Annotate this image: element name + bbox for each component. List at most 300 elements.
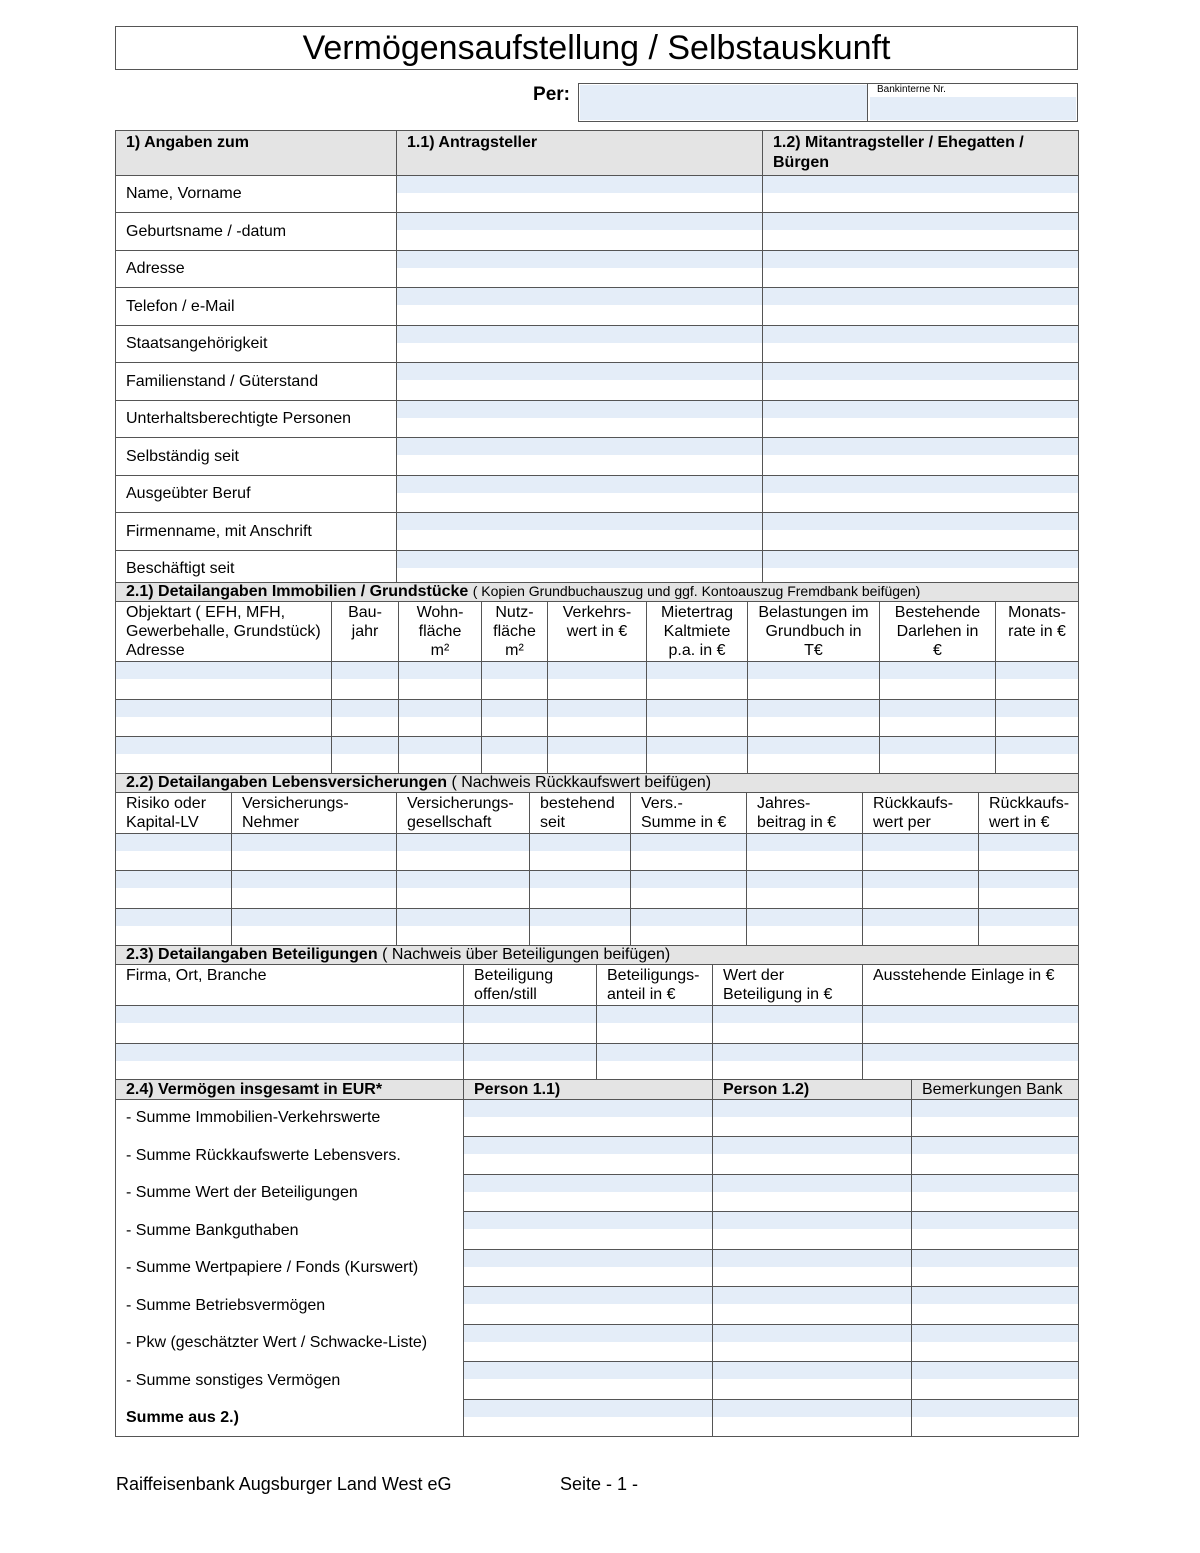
- input-cell: [332, 700, 399, 737]
- lv-input[interactable]: [863, 834, 978, 851]
- input-cell: [912, 1137, 1079, 1175]
- table-row: [116, 1250, 1079, 1287]
- input-cell: [116, 1006, 464, 1044]
- lv-input[interactable]: [631, 871, 746, 888]
- immo-input[interactable]: [647, 737, 747, 754]
- col-jahresbeitrag: Jahres-beitrag in €: [747, 793, 863, 834]
- lv-input[interactable]: [979, 871, 1078, 888]
- input-cell: [713, 1287, 912, 1325]
- input-cell: [763, 476, 1079, 513]
- bemerkung-bank-input[interactable]: [912, 1362, 1078, 1379]
- lv-input[interactable]: [232, 834, 396, 851]
- summe-person2-input[interactable]: [713, 1212, 911, 1229]
- input-cell: [996, 700, 1079, 737]
- input-cell: [464, 1250, 713, 1287]
- telefon-mitantragsteller-input[interactable]: [763, 288, 1078, 305]
- input-cell: [996, 662, 1079, 700]
- input-cell: [713, 1400, 912, 1437]
- beruf-mitantragsteller-input[interactable]: [763, 476, 1078, 493]
- bank-nr-input[interactable]: [870, 97, 1076, 120]
- input-cell: [397, 251, 763, 288]
- immo-input[interactable]: [399, 700, 481, 717]
- selbstaendig-antragsteller-input[interactable]: [397, 438, 762, 455]
- input-cell: [116, 834, 232, 871]
- lv-input[interactable]: [530, 871, 630, 888]
- beruf-antragsteller-input[interactable]: [397, 476, 762, 493]
- input-cell: [747, 871, 863, 909]
- table-row: [116, 213, 1079, 251]
- lv-input[interactable]: [747, 871, 862, 888]
- input-cell: [482, 662, 548, 700]
- section24-title: 2.4) Vermögen insgesamt in EUR*: [116, 1080, 464, 1100]
- input-cell: [464, 1325, 713, 1362]
- table-row: [116, 1212, 1079, 1250]
- lv-input[interactable]: [397, 909, 529, 926]
- immo-input[interactable]: [332, 662, 398, 679]
- immo-input[interactable]: [399, 662, 481, 679]
- col-person-1-1: Person 1.1): [464, 1080, 713, 1100]
- beteiligung-input[interactable]: [464, 1044, 596, 1061]
- table-row: [116, 700, 1079, 737]
- immo-input[interactable]: [748, 737, 879, 754]
- table-row: [116, 251, 1079, 288]
- summe-person2-input[interactable]: [713, 1250, 911, 1267]
- input-cell: [713, 1250, 912, 1287]
- input-cell: [332, 737, 399, 775]
- col-angaben: 1) Angaben zum: [116, 131, 397, 176]
- col-vers-nehmer: Versicherungs-Nehmer: [232, 793, 397, 834]
- input-cell: [747, 834, 863, 871]
- lv-input[interactable]: [232, 909, 396, 926]
- immo-input[interactable]: [647, 700, 747, 717]
- row-label: - Summe Wert der Beteiligungen: [116, 1175, 464, 1212]
- table-row: [116, 1287, 1079, 1325]
- lv-input[interactable]: [747, 909, 862, 926]
- row-label: - Summe Bankguthaben: [116, 1212, 464, 1250]
- table-row: [116, 288, 1079, 326]
- input-cell: [713, 1044, 863, 1082]
- table-row: [116, 1137, 1079, 1175]
- input-cell: [397, 834, 530, 871]
- input-cell: [397, 871, 530, 909]
- input-cell: [232, 909, 397, 946]
- selbstaendig-mitantragsteller-input[interactable]: [763, 438, 1078, 455]
- col-antragsteller: 1.1) Antragsteller: [397, 131, 763, 176]
- input-cell: [979, 834, 1079, 871]
- input-cell: [464, 1006, 597, 1044]
- firma-antragsteller-input[interactable]: [397, 513, 762, 530]
- summe-person1-input[interactable]: [464, 1137, 712, 1154]
- input-cell: [482, 737, 548, 775]
- immo-input[interactable]: [996, 737, 1078, 754]
- section23-note: ( Nachweis über Beteiligungen beifügen): [382, 946, 671, 963]
- staat-mitantragsteller-input[interactable]: [763, 326, 1078, 343]
- input-cell: [332, 662, 399, 700]
- input-cell: [763, 438, 1079, 476]
- row-label: - Summe sonstiges Vermögen: [116, 1362, 464, 1400]
- telefon-antragsteller-input[interactable]: [397, 288, 762, 305]
- input-cell: [116, 737, 332, 775]
- input-cell: [863, 1044, 1079, 1082]
- section23-title: 2.3) Detailangaben Beteiligungen: [126, 946, 378, 963]
- input-cell: [647, 700, 748, 737]
- immo-input[interactable]: [116, 737, 331, 754]
- input-cell: [880, 700, 996, 737]
- col-risiko: Risiko oder Kapital-LV: [116, 793, 232, 834]
- beteiligung-input[interactable]: [116, 1006, 463, 1023]
- input-cell: [748, 737, 880, 775]
- table-row: [116, 1175, 1079, 1212]
- input-cell: [979, 871, 1079, 909]
- input-cell: [116, 662, 332, 700]
- input-cell: [763, 176, 1079, 213]
- immo-input[interactable]: [332, 700, 398, 717]
- input-cell: [464, 1287, 713, 1325]
- table-row: [116, 176, 1079, 213]
- input-cell: [232, 871, 397, 909]
- immo-input[interactable]: [647, 662, 747, 679]
- beteiligung-input[interactable]: [116, 1044, 463, 1061]
- input-cell: [713, 1006, 863, 1044]
- input-cell: [464, 1362, 713, 1400]
- input-cell: [631, 871, 747, 909]
- col-beteiligung: Beteiligung offen/still: [464, 965, 597, 1006]
- input-cell: [747, 909, 863, 946]
- input-cell: [464, 1100, 713, 1137]
- summe-person1-input[interactable]: [464, 1175, 712, 1192]
- row-label: - Summe Betriebsvermögen: [116, 1287, 464, 1325]
- section22-table: [115, 773, 1079, 946]
- col-monatsrate: Monats-rate in €: [996, 602, 1079, 662]
- input-cell: [631, 834, 747, 871]
- lv-input[interactable]: [232, 871, 396, 888]
- section21-header: [116, 583, 1079, 602]
- lv-input[interactable]: [530, 834, 630, 851]
- input-cell: [548, 662, 647, 700]
- input-cell: [713, 1362, 912, 1400]
- unterhalt-antragsteller-input[interactable]: [397, 401, 762, 418]
- section23-table: [115, 945, 1079, 1082]
- row-label: Name, Vorname: [116, 176, 397, 213]
- row-label: Geburtsname / -datum: [116, 213, 397, 251]
- beteiligung-input[interactable]: [863, 1006, 1078, 1023]
- input-cell: [912, 1362, 1079, 1400]
- summe-person1-input[interactable]: [464, 1212, 712, 1229]
- input-cell: [397, 476, 763, 513]
- input-cell: [880, 662, 996, 700]
- section22-note: ( Nachweis Rückkaufswert beifügen): [451, 774, 712, 791]
- table-row: [116, 737, 1079, 775]
- col-wohnflaeche: Wohn-fläche m²: [399, 602, 482, 662]
- table-row: [116, 1325, 1079, 1362]
- input-cell: [397, 513, 763, 551]
- table-row: [116, 438, 1079, 476]
- row-label: Familienstand / Güterstand: [116, 363, 397, 401]
- input-cell: [763, 213, 1079, 251]
- divider: [867, 83, 868, 122]
- input-cell: [863, 871, 979, 909]
- row-label: Staatsangehörigkeit: [116, 326, 397, 363]
- row-label: Telefon / e-Mail: [116, 288, 397, 326]
- total-person2-input[interactable]: [713, 1400, 911, 1417]
- col-person-1-2: Person 1.2): [713, 1080, 912, 1100]
- col-beteiligungsanteil: Beteiligungs-anteil in €: [597, 965, 713, 1006]
- row-label: Firmenname, mit Anschrift: [116, 513, 397, 551]
- summe-person2-input[interactable]: [713, 1325, 911, 1342]
- section22-title: 2.2) Detailangaben Lebensversicherungen: [126, 774, 447, 791]
- input-cell: [912, 1100, 1079, 1137]
- per-input[interactable]: [580, 85, 867, 120]
- total-person1-input[interactable]: [464, 1400, 712, 1417]
- input-cell: [979, 909, 1079, 946]
- name-antragsteller-input[interactable]: [397, 176, 762, 193]
- summe-person1-input[interactable]: [464, 1250, 712, 1267]
- row-label: - Summe Rückkaufswerte Lebensvers.: [116, 1137, 464, 1175]
- summe-person2-input[interactable]: [713, 1287, 911, 1304]
- lv-input[interactable]: [631, 909, 746, 926]
- input-cell: [397, 363, 763, 401]
- lv-input[interactable]: [397, 871, 529, 888]
- beteiligung-input[interactable]: [713, 1006, 862, 1023]
- beteiligung-input[interactable]: [597, 1006, 712, 1023]
- immo-input[interactable]: [880, 662, 995, 679]
- input-cell: [397, 909, 530, 946]
- lv-input[interactable]: [116, 909, 231, 926]
- col-verkehrswert: Verkehrs-wert in €: [548, 602, 647, 662]
- input-cell: [482, 700, 548, 737]
- input-cell: [548, 700, 647, 737]
- input-cell: [713, 1175, 912, 1212]
- bank-nr-label: Bankinterne Nr.: [877, 84, 946, 95]
- summe-person2-input[interactable]: [713, 1137, 911, 1154]
- input-cell: [399, 737, 482, 775]
- col-vers-gesellschaft: Versicherungs-gesellschaft: [397, 793, 530, 834]
- summe-person1-input[interactable]: [464, 1287, 712, 1304]
- input-cell: [748, 662, 880, 700]
- summe-person1-input[interactable]: [464, 1100, 712, 1117]
- bemerkung-bank-input[interactable]: [912, 1100, 1078, 1117]
- col-baujahr: Bau-jahr: [332, 602, 399, 662]
- immo-input[interactable]: [116, 662, 331, 679]
- input-cell: [399, 700, 482, 737]
- table-row: [116, 662, 1079, 700]
- bemerkung-bank-input[interactable]: [912, 1212, 1078, 1229]
- input-cell: [597, 1006, 713, 1044]
- immo-input[interactable]: [996, 662, 1078, 679]
- lv-input[interactable]: [747, 834, 862, 851]
- bemerkung-bank-input[interactable]: [912, 1175, 1078, 1192]
- lv-input[interactable]: [631, 834, 746, 851]
- input-cell: [763, 288, 1079, 326]
- section21-note: ( Kopien Grundbuchauszug und ggf. Kontoauszug Fremdbank beifügen): [472, 583, 921, 599]
- lv-input[interactable]: [116, 834, 231, 851]
- row-label: Ausgeübter Beruf: [116, 476, 397, 513]
- footer-bank-name: Raiffeisenbank Augsburger Land West eG: [116, 1474, 452, 1494]
- immo-input[interactable]: [116, 700, 331, 717]
- immo-input[interactable]: [996, 700, 1078, 717]
- col-vers-summe: Vers.-Summe in €: [631, 793, 747, 834]
- immo-input[interactable]: [880, 737, 995, 754]
- table-row: [116, 401, 1079, 438]
- col-firma: Firma, Ort, Branche: [116, 965, 464, 1006]
- input-cell: [880, 737, 996, 775]
- immo-input[interactable]: [748, 662, 879, 679]
- input-cell: [548, 737, 647, 775]
- lv-input[interactable]: [397, 834, 529, 851]
- immo-input[interactable]: [548, 700, 646, 717]
- input-cell: [863, 909, 979, 946]
- lv-input[interactable]: [863, 909, 978, 926]
- input-cell: [397, 176, 763, 213]
- table-row: [116, 1006, 1079, 1044]
- immo-input[interactable]: [880, 700, 995, 717]
- section21-table: [115, 582, 1079, 775]
- beteiligung-input[interactable]: [464, 1006, 596, 1023]
- table-row: [116, 1044, 1079, 1082]
- adresse-mitantragsteller-input[interactable]: [763, 251, 1078, 268]
- row-label: Selbständig seit: [116, 438, 397, 476]
- immo-input[interactable]: [548, 662, 646, 679]
- input-cell: [912, 1175, 1079, 1212]
- input-cell: [863, 834, 979, 871]
- immo-input[interactable]: [748, 700, 879, 717]
- immo-input[interactable]: [482, 662, 547, 679]
- input-cell: [116, 871, 232, 909]
- input-cell: [116, 1044, 464, 1082]
- input-cell: [996, 737, 1079, 775]
- input-cell: [763, 401, 1079, 438]
- row-label: Unterhaltsberechtigte Personen: [116, 401, 397, 438]
- bemerkung-bank-input[interactable]: [912, 1287, 1078, 1304]
- input-cell: [464, 1175, 713, 1212]
- col-nutzflaeche: Nutz-fläche m²: [482, 602, 548, 662]
- familienstand-mitantragsteller-input[interactable]: [763, 363, 1078, 380]
- input-cell: [399, 662, 482, 700]
- table-row: [116, 1100, 1079, 1137]
- per-label: Per:: [533, 84, 570, 105]
- immo-input[interactable]: [399, 737, 481, 754]
- col-objektart: Objektart ( EFH, MFH, Gewerbehalle, Grundstück) Adresse: [116, 602, 332, 662]
- input-cell: [116, 700, 332, 737]
- input-cell: [397, 438, 763, 476]
- col-bestehend: bestehend seit: [530, 793, 631, 834]
- adresse-antragsteller-input[interactable]: [397, 251, 762, 268]
- geburt-mitantragsteller-input[interactable]: [763, 213, 1078, 230]
- immo-input[interactable]: [332, 737, 398, 754]
- table-row: [116, 1362, 1079, 1400]
- beteiligung-input[interactable]: [597, 1044, 712, 1061]
- col-ausstehende-einlage: Ausstehende Einlage in €: [863, 965, 1079, 1006]
- input-cell: [713, 1212, 912, 1250]
- input-cell: [763, 363, 1079, 401]
- staat-antragsteller-input[interactable]: [397, 326, 762, 343]
- table-row: [116, 909, 1079, 946]
- input-cell: [397, 401, 763, 438]
- row-label: - Summe Wertpapiere / Fonds (Kurswert): [116, 1250, 464, 1287]
- summe-person1-input[interactable]: [464, 1325, 712, 1342]
- summe-person1-input[interactable]: [464, 1362, 712, 1379]
- col-rueckkaufswert: Rückkaufs-wert in €: [979, 793, 1079, 834]
- col-rueckkaufswert-per: Rückkaufs-wert per: [863, 793, 979, 834]
- immo-input[interactable]: [482, 700, 547, 717]
- section24-table: [115, 1079, 1079, 1437]
- row-label: Beschäftigt seit: [116, 551, 397, 588]
- col-mitantragsteller: 1.2) Mitantragsteller / Ehegatten / Bürgen: [763, 131, 1079, 176]
- bemerkung-bank-input[interactable]: [912, 1325, 1078, 1342]
- familienstand-antragsteller-input[interactable]: [397, 363, 762, 380]
- input-cell: [713, 1137, 912, 1175]
- row-label: Adresse: [116, 251, 397, 288]
- input-cell: [763, 326, 1079, 363]
- name-mitantragsteller-input[interactable]: [763, 176, 1078, 193]
- lv-input[interactable]: [979, 909, 1078, 926]
- input-cell: [397, 326, 763, 363]
- lv-input[interactable]: [116, 871, 231, 888]
- input-cell: [912, 1287, 1079, 1325]
- table-row: [116, 871, 1079, 909]
- lv-input[interactable]: [863, 871, 978, 888]
- lv-input[interactable]: [530, 909, 630, 926]
- input-cell: [464, 1137, 713, 1175]
- section21-title: 2.1) Detailangaben Immobilien / Grundstücke: [126, 583, 469, 600]
- input-cell: [397, 288, 763, 326]
- input-cell: [912, 1400, 1079, 1437]
- beteiligung-input[interactable]: [713, 1044, 862, 1061]
- summe-person2-input[interactable]: [713, 1175, 911, 1192]
- input-cell: [763, 251, 1079, 288]
- bemerkung-bank-input[interactable]: [912, 1250, 1078, 1267]
- table-row: [116, 326, 1079, 363]
- summe-person2-input[interactable]: [713, 1100, 911, 1117]
- col-belastungen: Belastungen im Grundbuch in T€: [748, 602, 880, 662]
- input-cell: [530, 909, 631, 946]
- input-cell: [912, 1212, 1079, 1250]
- table-row: [116, 1400, 1079, 1437]
- input-cell: [464, 1212, 713, 1250]
- table-row: [116, 834, 1079, 871]
- unterhalt-mitantragsteller-input[interactable]: [763, 401, 1078, 418]
- section1-table: [115, 130, 1079, 588]
- immo-input[interactable]: [548, 737, 646, 754]
- page-title: Vermögensaufstellung / Selbstauskunft: [115, 26, 1078, 70]
- immo-input[interactable]: [482, 737, 547, 754]
- row-label: - Pkw (geschätzter Wert / Schwacke-Liste): [116, 1325, 464, 1362]
- beschaeftigt-antragsteller-input[interactable]: [397, 551, 762, 568]
- section23-header: [116, 946, 1079, 965]
- summe-person2-input[interactable]: [713, 1362, 911, 1379]
- input-cell: [713, 1100, 912, 1137]
- bemerkung-bank-input[interactable]: [912, 1137, 1078, 1154]
- input-cell: [647, 737, 748, 775]
- table-row: [116, 476, 1079, 513]
- input-cell: [464, 1044, 597, 1082]
- col-bemerkungen-bank: Bemerkungen Bank: [912, 1080, 1079, 1100]
- col-darlehen: Bestehende Darlehen in €: [880, 602, 996, 662]
- total-bank-input[interactable]: [912, 1400, 1078, 1417]
- col-wert-beteiligung: Wert der Beteiligung in €: [713, 965, 863, 1006]
- input-cell: [631, 909, 747, 946]
- input-cell: [116, 909, 232, 946]
- geburt-antragsteller-input[interactable]: [397, 213, 762, 230]
- total-label: Summe aus 2.): [116, 1400, 464, 1437]
- beschaeftigt-mitantragsteller-input[interactable]: [763, 551, 1078, 568]
- lv-input[interactable]: [979, 834, 1078, 851]
- table-row: [116, 363, 1079, 401]
- input-cell: [763, 513, 1079, 551]
- firma-mitantragsteller-input[interactable]: [763, 513, 1078, 530]
- beteiligung-input[interactable]: [863, 1044, 1078, 1061]
- section22-header: [116, 774, 1079, 793]
